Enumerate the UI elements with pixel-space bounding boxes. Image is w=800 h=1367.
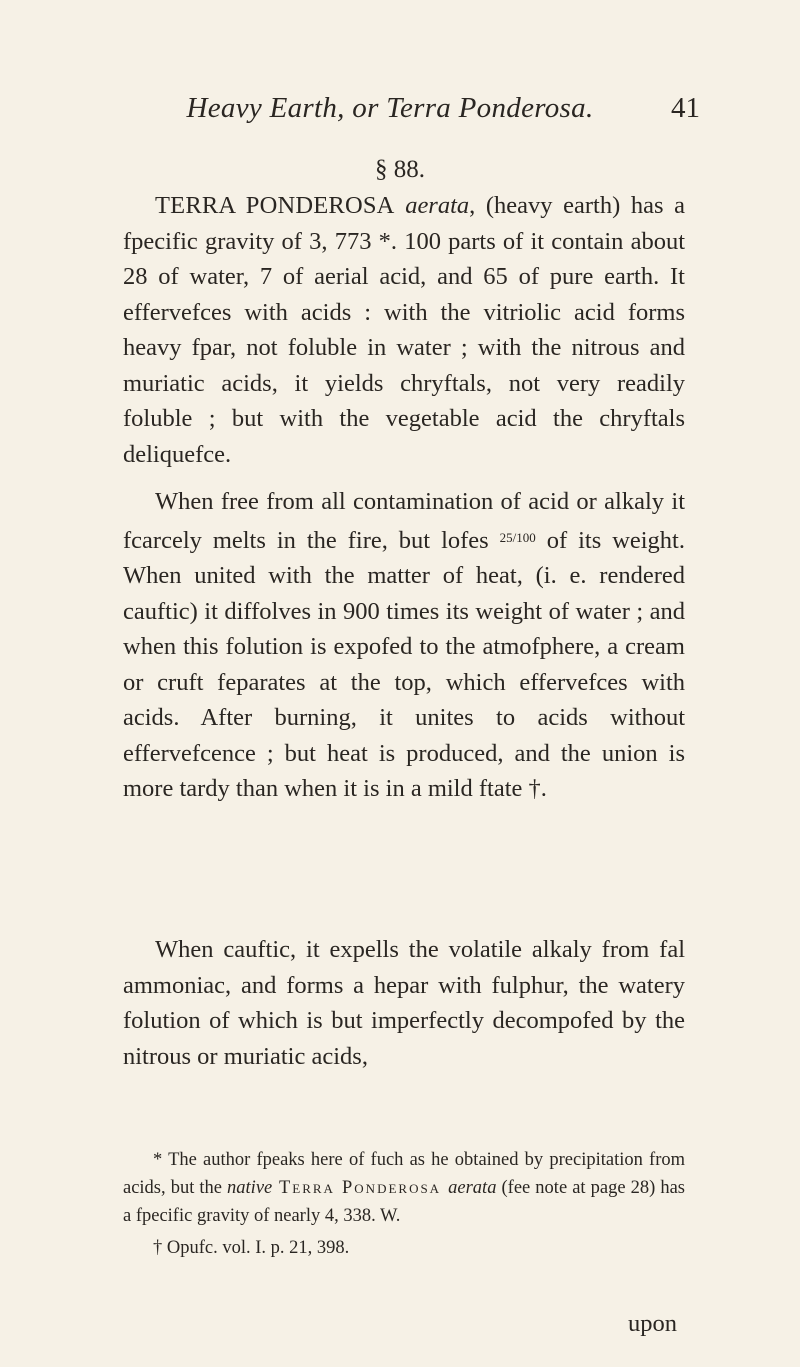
footnote-2 bbox=[123, 1234, 685, 1262]
running-title: Heavy Earth, or Terra Ponderosa. bbox=[186, 92, 594, 124]
native-term: native bbox=[227, 1178, 273, 1198]
page-number: 41 bbox=[671, 92, 700, 124]
footnote-1-text-a: The author fpeaks here of fuch as he obtained by precipitation from acids, but the bbox=[123, 1150, 685, 1198]
footnote-ref-2: †. bbox=[522, 775, 547, 802]
terra-ponderosa-term: TERRA PONDEROSA bbox=[155, 192, 395, 219]
paragraph-3: When cauftic, it expells the volatile alkaly from fal ammoniac, and forms a hepar with fulphur, the watery folution of which is but imperfectly decompofed by the nitrous or muriatic acids, bbox=[123, 936, 685, 1070]
footnote-2-mark: † bbox=[153, 1238, 163, 1258]
terra-ponderosa-smallcaps: Terra Ponderosa bbox=[272, 1178, 449, 1198]
paragraph-2 bbox=[123, 484, 685, 807]
paragraph-1-text-a: , (heavy earth) has a fpecific gravity of 3, 773 bbox=[123, 192, 685, 255]
footnote-1 bbox=[123, 1146, 685, 1230]
paragraph-1-text-b: 100 parts of it contain about 28 of water, 7 of aerial acid, and 65 of pure earth. It effervefces with acids : with the vitriolic acid forms heavy fpar, not foluble in water ; with the nitrous and muriatic acids, it yields chryftals, not very readily foluble ; but with the vegetable acid the chryftals deliquefce. bbox=[123, 227, 686, 468]
catchword: upon bbox=[628, 1310, 677, 1337]
footnote-1-text-b: (fee note at page 28) has a fpecific gravity of nearly 4, 338. W. bbox=[123, 1178, 685, 1226]
footnote-1-mark: * bbox=[153, 1150, 163, 1170]
footnote-ref-1: *. bbox=[371, 227, 398, 255]
section-number: § 88. bbox=[375, 156, 425, 183]
footnotes bbox=[123, 1146, 685, 1262]
paragraph-1 bbox=[123, 188, 685, 472]
fraction: 25/100 bbox=[499, 529, 536, 545]
footnote-aerata-term: aerata bbox=[448, 1178, 497, 1198]
paragraph-2-text-b: of its weight. When united with the matter of heat, (i. e. rendered cauftic) it diffolves in 900 times its weight of water ; and when this folution is expofed to the atmofphere, a cream or cruft feparates at the top, which effervefces with acids. After burning, it unites to acids without effervefcence ; but heat is produced, and the union is more tardy than when it is in a mild ftate bbox=[123, 526, 685, 802]
footnote-2-text: Opufc. vol. I. p. 21, 398. bbox=[162, 1238, 350, 1258]
aerata-term: aerata bbox=[405, 192, 470, 219]
paragraph-2-text-a: When free from all contamination of acid or alkaly it fcarcely melts in the fire, but lofes bbox=[123, 488, 685, 554]
running-head bbox=[120, 92, 700, 132]
